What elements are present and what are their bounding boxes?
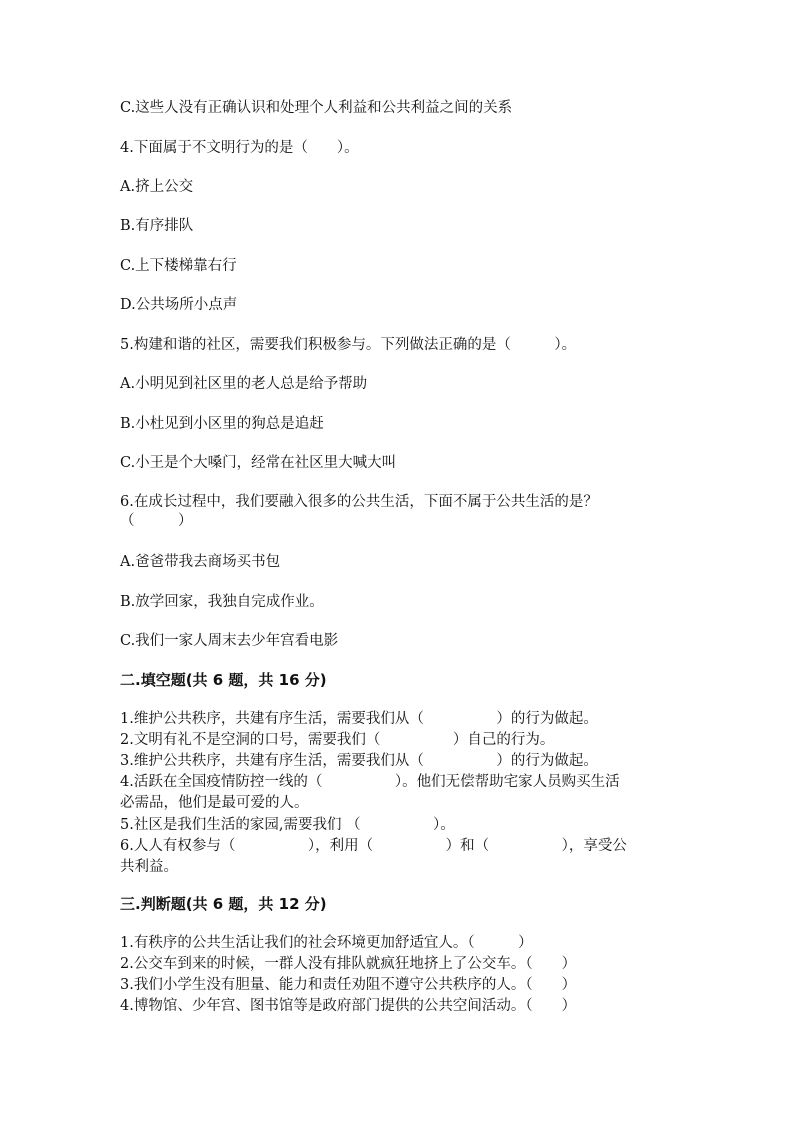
q4-option-a: A.挤上公交 xyxy=(120,179,194,195)
section2-item: 必需品，他们是最可爱的人。 xyxy=(120,795,309,811)
q5-option-a: A.小明见到社区里的老人总是给予帮助 xyxy=(120,376,368,392)
q6-stem-line2: （ ） xyxy=(120,513,193,529)
section2-item: 2.文明有礼不是空洞的口号，需要我们（ ）自己的行为。 xyxy=(120,732,555,748)
section2-item: 5.社区是我们生活的家园,需要我们 （ ）。 xyxy=(120,817,455,833)
q6-option-c: C.我们一家人周末去少年宫看电影 xyxy=(120,633,339,649)
section2-item: 3.维护公共秩序，共建有序生活，需要我们从（ ）的行为做起。 xyxy=(120,753,598,769)
q5-option-c: C.小王是个大嗓门，经常在社区里大喊大叫 xyxy=(120,455,397,471)
section3-item: 4.博物馆、少年宫、图书馆等是政府部门提供的公共空间活动。（ ） xyxy=(120,998,577,1014)
section2-item: 共利益。 xyxy=(120,859,178,875)
section3-item: 2.公交车到来的时候，一群人没有排队就疯狂地挤上了公交车。（ ） xyxy=(120,956,577,972)
q5-option-b: B.小杜见到小区里的狗总是追赶 xyxy=(120,416,324,432)
section3-item: 1.有秩序的公共生活让我们的社会环境更加舒适宜人。（ ） xyxy=(120,935,533,951)
section3-title: 三.判断题(共 6 题，共 12 分) xyxy=(120,895,327,913)
section3-item: 3.我们小学生没有胆量、能力和责任劝阻不遵守公共秩序的人。（ ） xyxy=(120,977,577,993)
section2-item: 1.维护公共秩序，共建有序生活，需要我们从（ ）的行为做起。 xyxy=(120,711,598,727)
q6-option-b: B.放学回家，我独自完成作业。 xyxy=(120,594,324,610)
q5-stem: 5.构建和谐的社区，需要我们积极参与。下列做法正确的是（ ）。 xyxy=(120,337,577,353)
q6-option-a: A.爸爸带我去商场买书包 xyxy=(120,554,281,570)
q6-stem-line1: 6.在成长过程中，我们要融入很多的公共生活，下面不属于公共生活的是？ xyxy=(120,494,598,510)
q4-stem: 4.下面属于不文明行为的是（ ）。 xyxy=(120,140,359,156)
q3-option-c: C.这些人没有正确认识和处理个人利益和公共利益之间的关系 xyxy=(120,100,513,116)
section2-title: 二.填空题(共 6 题，共 16 分) xyxy=(120,671,327,689)
section2-item: 4.活跃在全国疫情防控一线的（ ）。他们无偿帮助宅家人员购买生活 xyxy=(120,774,620,790)
section2-item: 6.人人有权参与（ ），利用（ ）和（ ），享受公 xyxy=(120,838,627,854)
q4-option-d: D.公共场所小点声 xyxy=(120,297,238,313)
q4-option-c: C.上下楼梯靠右行 xyxy=(120,258,237,274)
q4-option-b: B.有序排队 xyxy=(120,218,194,234)
